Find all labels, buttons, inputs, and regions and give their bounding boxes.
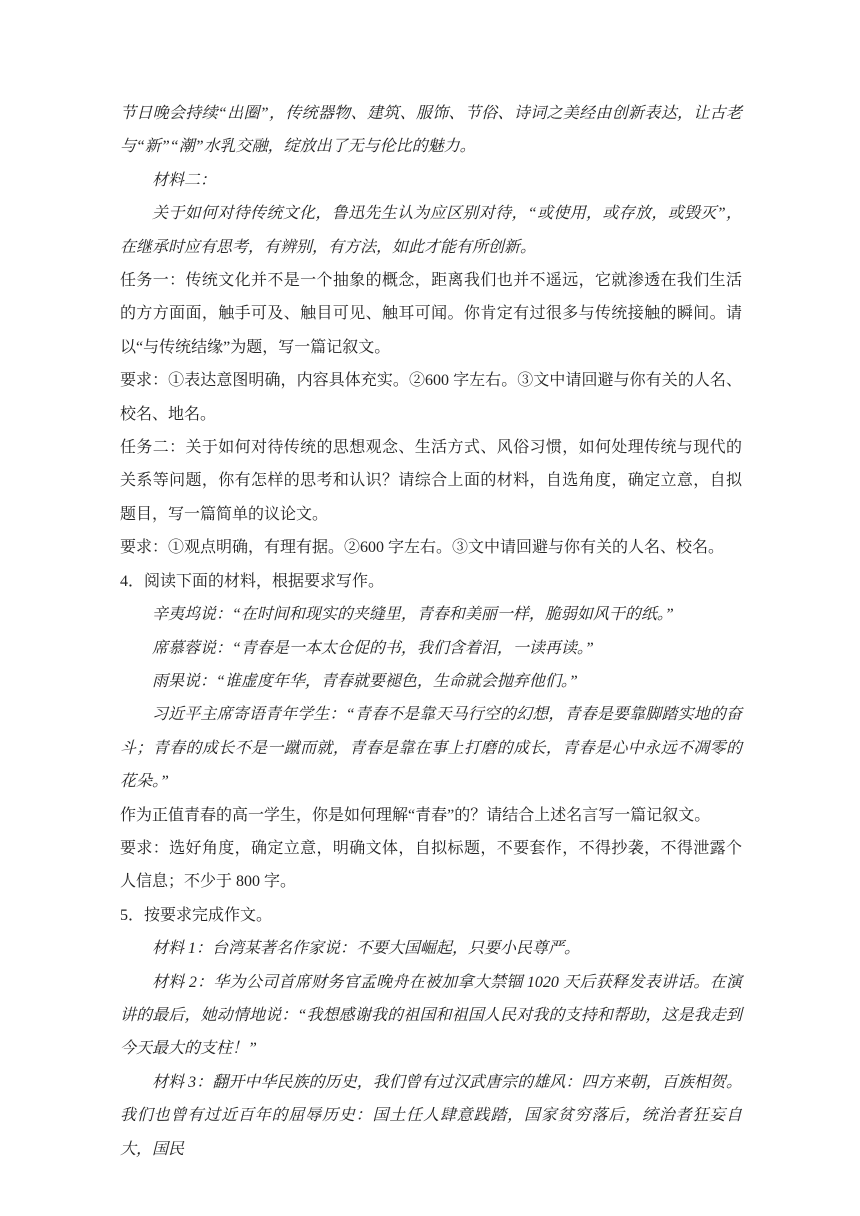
paragraph-question-4-prompt: 作为正值青春的高一学生，你是如何理解“青春”的？请结合上述名言写一篇记叙文。 <box>120 806 711 824</box>
paragraph-question-4-requirements: 要求：选好角度，确定立意，明确文体，自拟标题，不要套作，不得抄袭，不得泄露个人信息；不少于 800 字。 <box>120 839 742 891</box>
paragraph-quote-hugo: 雨果说：“谁虚度年华，青春就要褪色，生命就会抛弃他们。” <box>152 672 578 690</box>
paragraph-task-2: 任务二：关于如何对待传统的思想观念、生活方式、风俗习惯，如何处理传统与现代的关系等问题，你有怎样的思考和认识？请综合上面的材料，自选角度，确定立意，自拟题目，写一篇简单的议论文。 <box>120 439 742 523</box>
paragraph-question-5-heading: 5．按要求完成作文。 <box>120 906 273 924</box>
paragraph-task-2-requirements: 要求：①观点明确，有理有据。②600 字左右。③文中请回避与你有关的人名、校名。 <box>120 539 725 557</box>
paragraph-task-1: 任务一：传统文化并不是一个抽象的概念，距离我们也并不遥远，它就渗透在我们生活的方方面面，触手可及、触目可见、触耳可闻。你肯定有过很多与传统接触的瞬间。请以“与传统结缘”为题，写一篇记叙文。 <box>120 272 742 356</box>
paragraph-material-2-label: 材料二： <box>152 171 217 189</box>
paragraph-material-1: 材料 1：台湾某著名作家说：不要大国崛起，只要小民尊严。 <box>152 940 581 958</box>
paragraph-quote-ximurong: 席慕蓉说：“青春是一本太仓促的书，我们含着泪，一读再读。” <box>152 639 594 657</box>
paragraph-quote-xijinping: 习近平主席寄语青年学生：“青春不是靠天马行空的幻想，青春是要靠脚踏实地的奋斗；青春的成长不是一蹴而就，青春是靠在事上打磨的成长，青春是心中永远不凋零的花朵。” <box>120 706 742 791</box>
paragraph-material-2: 材料 2：华为公司首席财务官孟晚舟在被加拿大禁锢 1020 天后获释发表讲话。在演讲的最后，她动情地说：“我想感谢我的祖国和祖国人民对我的支持和帮助，这是我走到今天最大的支柱！” <box>120 973 742 1058</box>
paragraph-task-1-requirements: 要求：①表达意图明确，内容具体充实。②600 字左右。③文中请回避与你有关的人名、校名、地名。 <box>120 372 742 423</box>
paragraph-question-4-heading: 4．阅读下面的材料，根据要求写作。 <box>120 572 385 590</box>
paragraph-material-3: 材料 3：翻开中华民族的历史，我们曾有过汉武唐宗的雄风：四方来朝，百族相贺。我们也曾有过近百年的屈辱历史：国土任人肆意践踏，国家贫穷落后，统治者狂妄自大，国民 <box>120 1073 742 1158</box>
paragraph-material-1-continuation: 节日晚会持续“出圈”，传统器物、建筑、服饰、节俗、诗词之美经由创新表达，让古老与“新”“潮”水乳交融，绽放出了无与伦比的魅力。 <box>120 105 742 156</box>
paragraph-material-2-body: 关于如何对待传统文化，鲁迅先生认为应区别对待，“或使用，或存放，或毁灭”，在继承时应有思考，有辨别，有方法，如此才能有所创新。 <box>120 205 742 256</box>
paragraph-quote-xinyiwu: 辛夷坞说：“在时间和现实的夹缝里，青春和美丽一样，脆弱如风干的纸。” <box>152 606 674 624</box>
document-text-body <box>120 97 742 1166</box>
